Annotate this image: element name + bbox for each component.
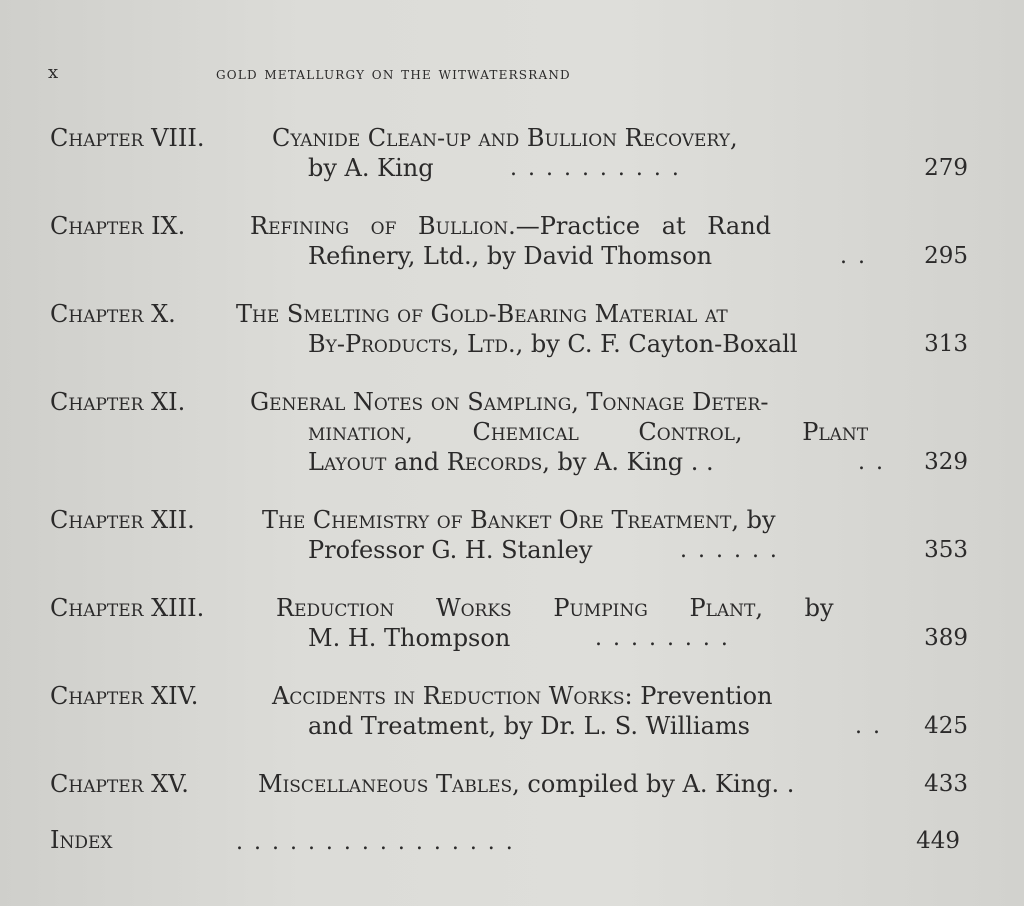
toc-entry-chapter-xiv	[50, 682, 968, 742]
page-number: 449	[916, 828, 960, 854]
chapter-title-smallcaps: Miscellaneous Tables,	[258, 770, 520, 798]
toc-entry-chapter-xiii	[50, 594, 968, 654]
chapter-label: Chapter VIII.	[50, 124, 205, 152]
dot-leader: . . . . . . . . . . . . . . . .	[236, 830, 515, 855]
page-number: 329	[924, 449, 968, 475]
toc-entry-chapter-xii	[50, 506, 968, 566]
running-head	[48, 62, 978, 90]
dot-leader: . . . . . . . .	[595, 626, 730, 651]
chapter-title-line-3	[308, 448, 714, 476]
chapter-label: Chapter XII.	[50, 506, 195, 534]
chapter-title-smallcaps: The Chemistry of Banket Ore Treatment,	[262, 506, 740, 534]
chapter-title-word: and	[386, 448, 447, 476]
page-number: 353	[924, 537, 968, 563]
index-label: Index	[50, 826, 113, 854]
chapter-title-line-2	[308, 330, 798, 358]
chapter-title-rest: —Practice at Rand	[515, 212, 772, 240]
chapter-title-smallcaps: Records,	[446, 448, 550, 476]
chapter-label: Chapter XIV.	[50, 682, 199, 710]
dot-leader: . .	[855, 714, 882, 739]
chapter-title-smallcaps: Accidents in Reduction Works:	[272, 682, 633, 710]
chapter-label: Chapter XV.	[50, 770, 189, 798]
toc-entry-chapter-ix	[50, 212, 968, 272]
page-numeral: x	[48, 62, 60, 83]
toc-entry-chapter-x	[50, 300, 968, 360]
page-number: 389	[924, 625, 968, 651]
chapter-title-line-1: The Smelting of Gold-Bearing Material at	[236, 300, 728, 328]
chapter-title-rest: by A. King . .	[549, 448, 714, 476]
chapter-label: Chapter XIII.	[50, 594, 205, 622]
page-number: 295	[924, 243, 968, 269]
page-number: 425	[924, 713, 968, 739]
toc-entry-chapter-xv	[50, 770, 968, 804]
toc-entry-chapter-viii	[50, 124, 968, 184]
chapter-title-line-1	[276, 594, 880, 622]
dot-leader: . . . . . . . . . .	[510, 156, 681, 181]
page-number: 433	[924, 771, 968, 797]
chapter-title-smallcaps: Refining of Bullion.	[250, 212, 516, 240]
chapter-label: Chapter XI.	[50, 388, 186, 416]
chapter-title-rest: by	[739, 506, 776, 534]
chapter-title-line-2: by A. King	[308, 154, 434, 182]
chapter-label: Chapter IX.	[50, 212, 186, 240]
chapter-title-smallcaps: Layout	[308, 448, 387, 476]
dot-leader: . .	[840, 244, 867, 269]
chapter-title-line-1	[272, 682, 773, 710]
chapter-title-rest: by C. F. Cayton-Boxall	[523, 330, 798, 358]
chapter-title-rest: compiled by A. King. .	[519, 770, 795, 798]
page-number: 313	[924, 331, 968, 357]
chapter-title-line-2: and Treatment, by Dr. L. S. Williams	[308, 712, 750, 740]
chapter-title-smallcaps: Reduction Works Pumping Plant,	[276, 594, 763, 622]
dot-leader: . . . . . .	[680, 538, 779, 563]
chapter-title-line-1: General Notes on Sampling, Tonnage Deter-	[250, 388, 769, 416]
chapter-title-line-2: mination, Chemical Control, Plant	[308, 418, 869, 446]
chapter-title-line-1: Cyanide Clean-up and Bullion Recovery,	[272, 124, 738, 152]
toc-entry-chapter-xi	[50, 388, 968, 480]
chapter-title-line-1	[262, 506, 776, 534]
book-title: gold metallurgy on the witwatersrand	[216, 64, 571, 84]
chapter-title-line-2: Professor G. H. Stanley	[308, 536, 593, 564]
chapter-title-rest: Prevention	[632, 682, 773, 710]
chapter-title-line-2: Refinery, Ltd., by David Thomson	[308, 242, 713, 270]
chapter-label: Chapter X.	[50, 300, 176, 328]
chapter-title-line-1	[258, 770, 794, 798]
toc-entry-index	[50, 826, 968, 860]
chapter-title-smallcaps: By-Products, Ltd.,	[308, 330, 524, 358]
chapter-title-line-2: M. H. Thompson	[308, 624, 511, 652]
chapter-title-rest: by	[763, 594, 834, 622]
chapter-title-line-1	[250, 212, 880, 240]
dot-leader: . .	[858, 450, 885, 475]
page-number: 279	[924, 155, 968, 181]
